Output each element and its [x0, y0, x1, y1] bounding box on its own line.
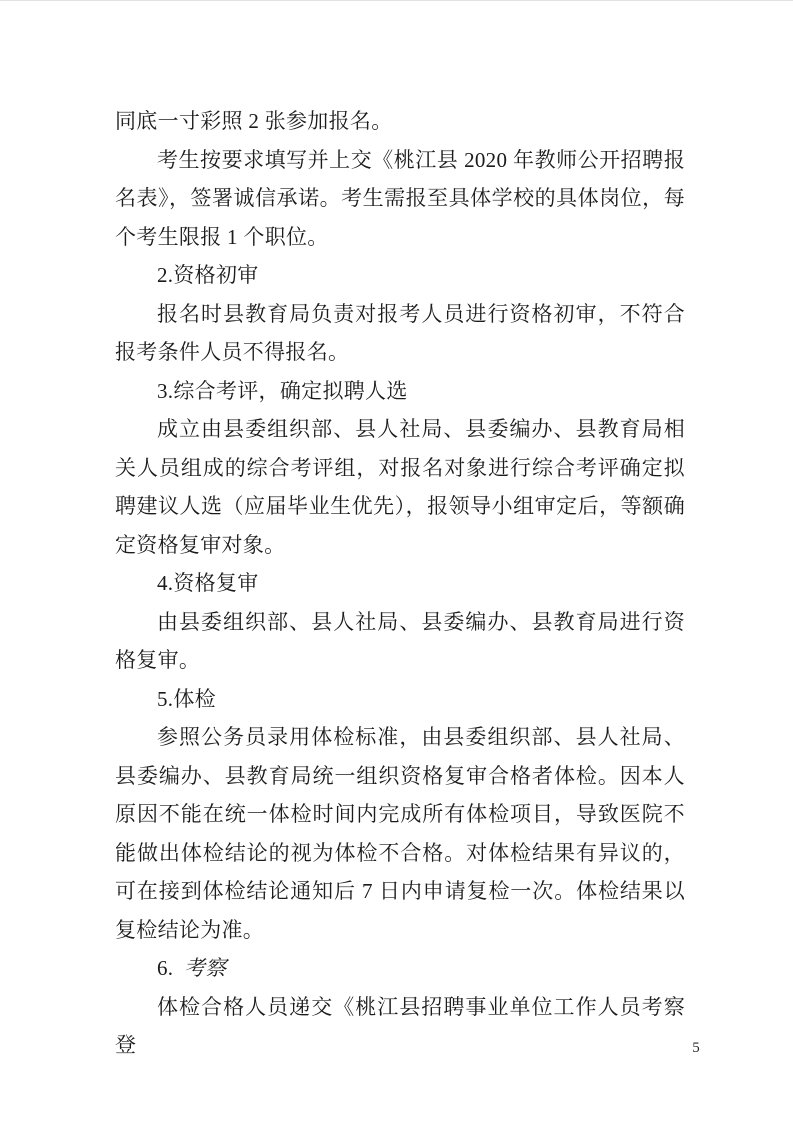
paragraph-evaluation-detail: 成立由县委组织部、县人社局、县委编办、县教育局相关人员组成的综合考评组，对报名对象进行综合考评确定拟聘建议人选（应届毕业生优先），报领导小组审定后，等额确定资格复审对象。	[115, 417, 685, 557]
heading-inspection-title: 考察	[183, 956, 227, 980]
paragraph-inspection-detail: 体检合格人员递交《桃江县招聘事业单位工作人员考察登	[115, 994, 685, 1057]
paragraph-recheck-detail: 由县委组织部、县人社局、县委编办、县教育局进行资格复审。	[115, 609, 685, 672]
heading-inspection-number: 6.	[157, 956, 174, 980]
paragraph-application-form: 考生按要求填写并上交《桃江县 2020 年教师公开招聘报名表》，签署诚信承诺。考生需报至具体学校的具体岗位，每个考生限报 1 个职位。	[115, 147, 685, 249]
document-body	[115, 102, 685, 1065]
heading-qualification-recheck: 4.资格复审	[157, 571, 259, 595]
heading-physical-examination: 5.体检	[157, 686, 216, 711]
heading-initial-qualification-check: 2.资格初审	[157, 263, 259, 287]
heading-inspection	[115, 949, 685, 988]
paragraph-physical-exam-detail: 参照公务员录用体检标准，由县委组织部、县人社局、县委编办、县教育局统一组织资格复审合格者体检。因本人原因不能在统一体检时间内完成所有体检项目，导致医院不能做出体检结论的视为体检不合格。对体检结果有异议的，可在接到体检结论通知后 7 日内申请复检一次。体检结果以复检结论为准。	[115, 725, 685, 942]
heading-comprehensive-evaluation: 3.综合考评，确定拟聘人选	[157, 378, 408, 403]
paragraph-initial-check-detail: 报名时县教育局负责对报考人员进行资格初审，不符合报考条件人员不得报名。	[115, 301, 685, 364]
paragraph-photo-requirement: 同底一寸彩照 2 张参加报名。	[115, 109, 393, 133]
page-number: 5	[692, 1040, 700, 1056]
